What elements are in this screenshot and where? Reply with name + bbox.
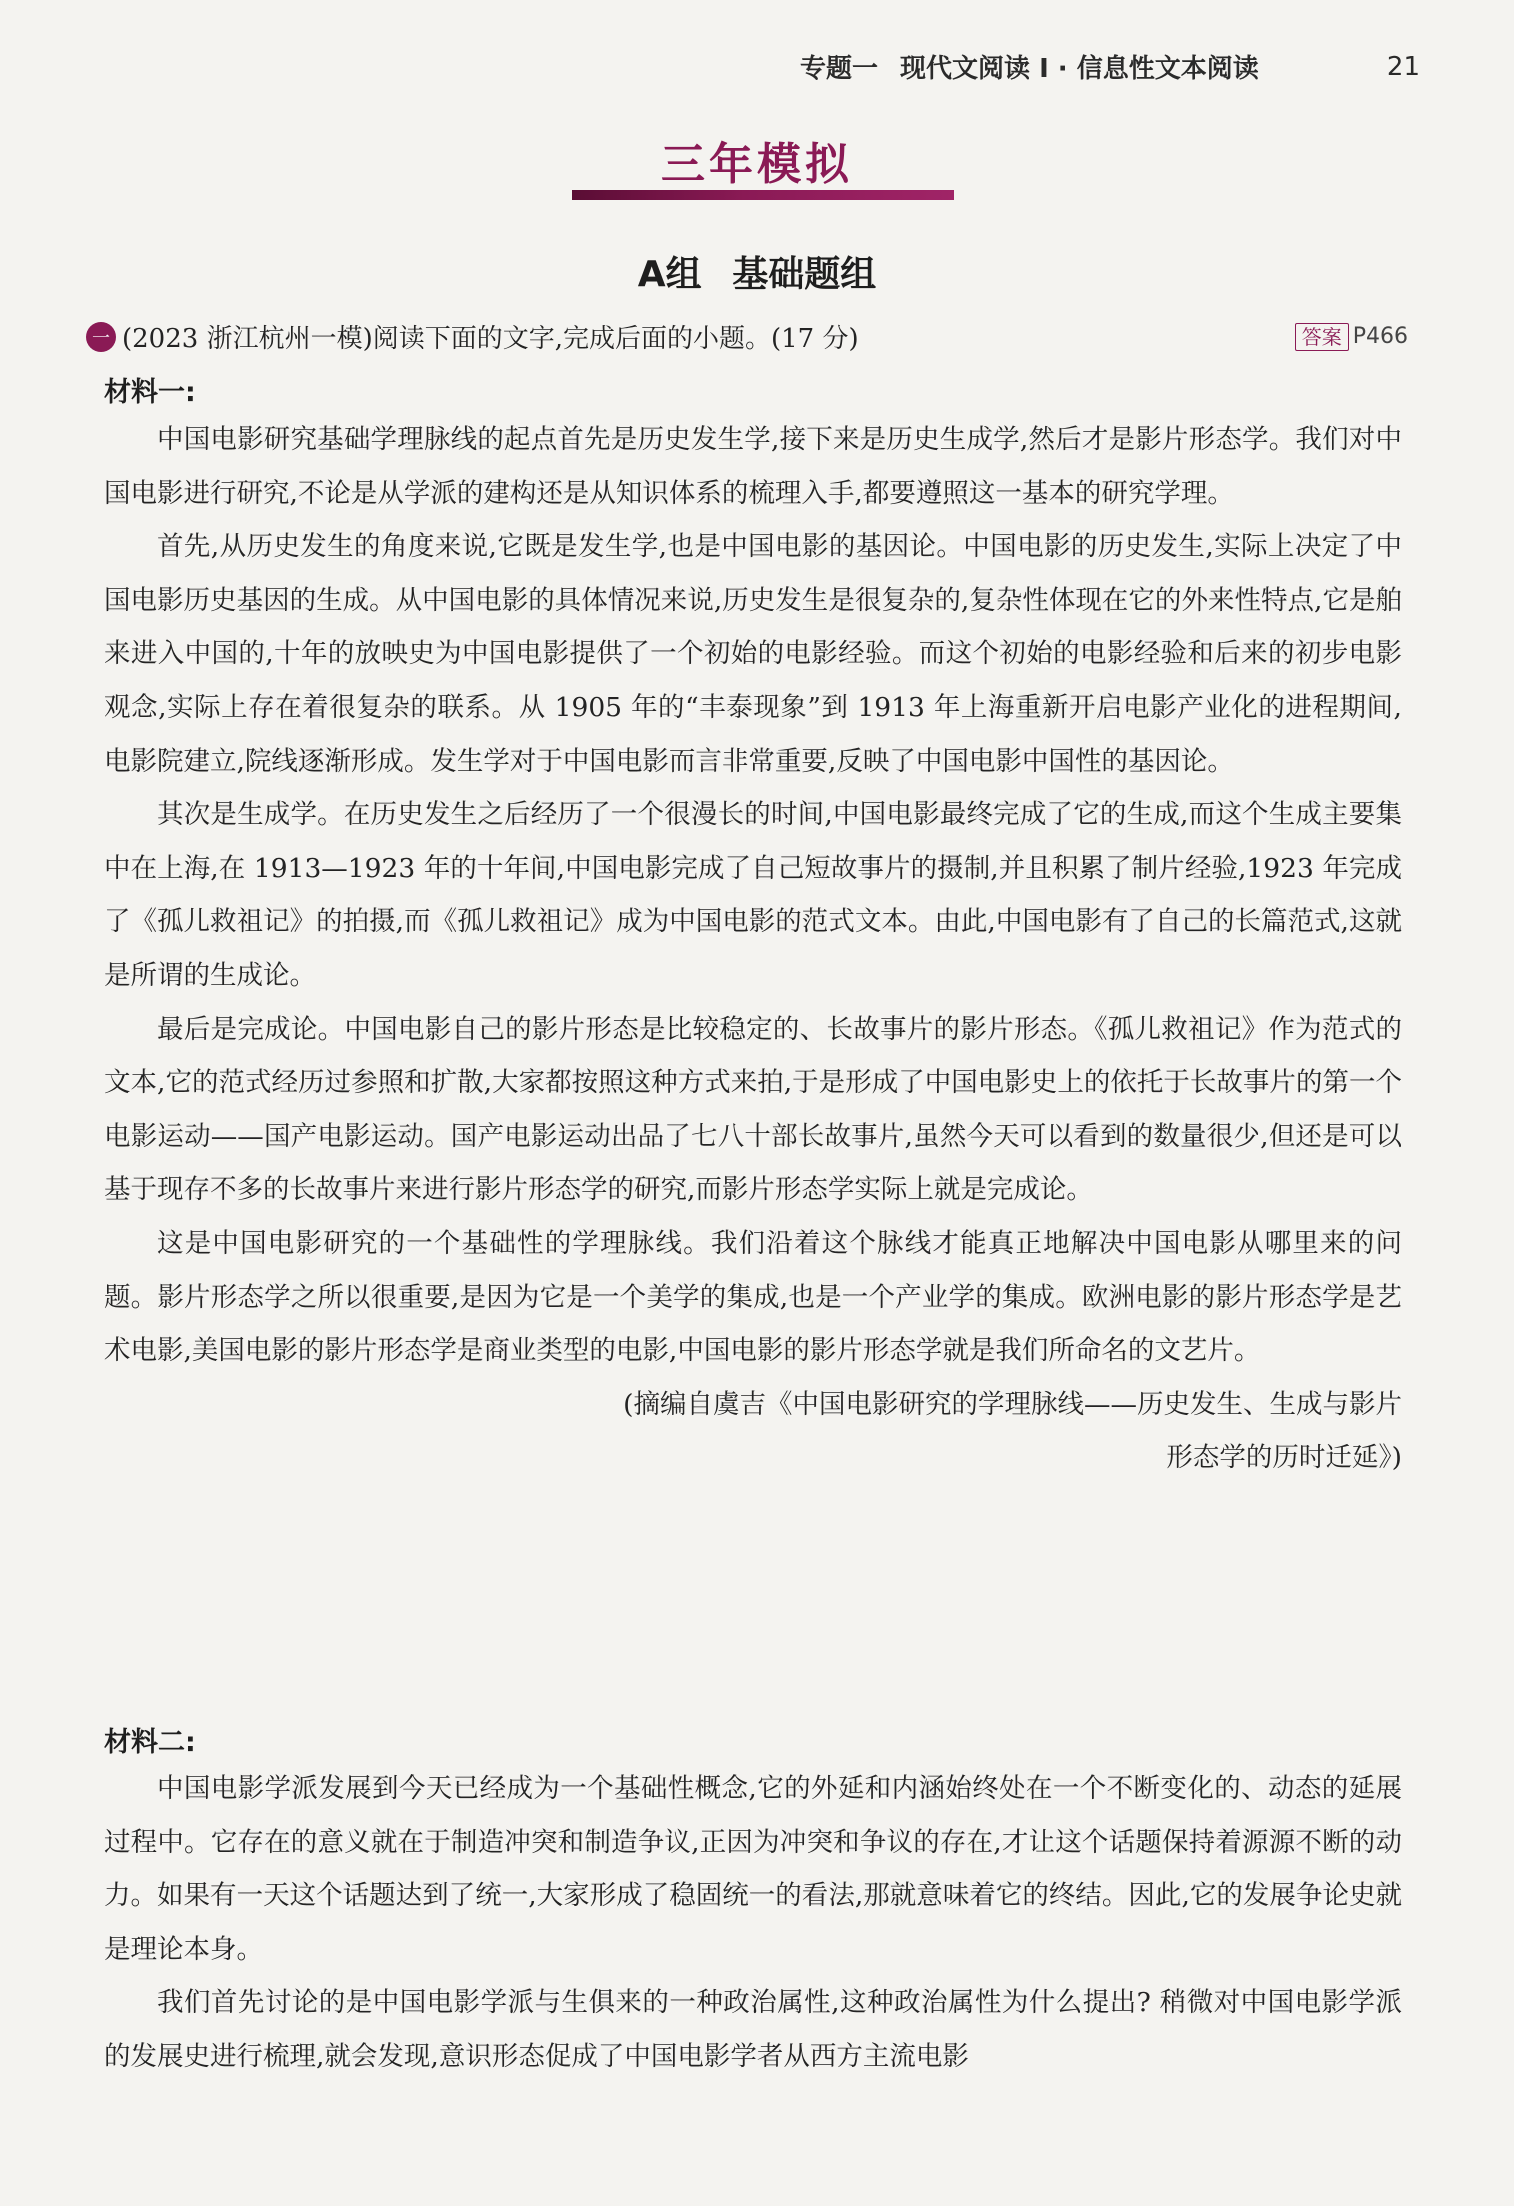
material-1-body xyxy=(104,413,1402,1485)
running-header xyxy=(800,48,1420,85)
page-number: 21 xyxy=(1386,51,1420,82)
material-2-label: 材料二: xyxy=(104,1727,196,1758)
section-banner xyxy=(0,128,1514,192)
source-line: 形态学的历时迁延》) xyxy=(1166,1442,1402,1474)
paragraph: 我们首先讨论的是中国电影学派与生俱来的一种政治属性,这种政治属性为什么提出? 稍微对中国电影学派的发展史进行梳理,就会发现,意识形态促成了中国电影学者从西方主流电影 xyxy=(104,1987,1402,2072)
answer-label: 答案 xyxy=(1295,323,1349,351)
answer-page: P466 xyxy=(1352,324,1408,349)
question-number-badge: 一 xyxy=(86,322,116,352)
header-section: 专题一 xyxy=(800,54,879,84)
paragraph: 其次是生成学。在历史发生之后经历了一个很漫长的时间,中国电影最终完成了它的生成,而这个生成主要集中在上海,在 1913—1923 年的十年间,中国电影完成了自己短故事片的摄制,并且积累了制片经验,1923 年完成了《孤儿救祖记》的拍摄,而《孤儿救祖记》成为中国电影的范式文本。由此,中国电影有了自己的长篇范式,这就是所谓的生成论。 xyxy=(104,799,1402,991)
paragraph: 中国电影研究基础学理脉线的起点首先是历史发生学,接下来是历史生成学,然后才是影片形态学。我们对中国电影进行研究,不论是从学派的建构还是从知识体系的梳理入手,都要遵照这一基本的研究学理。 xyxy=(104,424,1402,509)
answer-reference[interactable] xyxy=(1295,323,1408,351)
source-citation xyxy=(104,1378,1402,1485)
material-2-body xyxy=(104,1762,1402,2084)
paragraph: 首先,从历史发生的角度来说,它既是发生学,也是中国电影的基因论。中国电影的历史发生,实际上决定了中国电影历史基因的生成。从中国电影的具体情况来说,历史发生是很复杂的,复杂性体现在它的外来性特点,它是舶来进入中国的,十年的放映史为中国电影提供了一个初始的电影经验。而这个初始的电影经验和后来的初步电影观念,实际上存在着很复杂的联系。从 1905 年的“丰泰现象”到 1913 年上海重新开启电影产业化的进程期间,电影院建立,院线逐渐形成。发生学对于中国电影而言非常重要,反映了中国电影中国性的基因论。 xyxy=(104,531,1402,777)
paragraph: 这是中国电影研究的一个基础性的学理脉线。我们沿着这个脉线才能真正地解决中国电影从哪里来的问题。影片形态学之所以很重要,是因为它是一个美学的集成,也是一个产业学的集成。欧洲电影的影片形态学是艺术电影,美国电影的影片形态学是商业类型的电影,中国电影的影片形态学就是我们所命名的文艺片。 xyxy=(104,1227,1402,1367)
banner-title: 三年模拟 xyxy=(661,139,853,190)
paragraph: 最后是完成论。中国电影自己的影片形态是比较稳定的、长故事片的影片形态。《孤儿救祖记》作为范式的文本,它的范式经历过参照和扩散,大家都按照这种方式来拍,于是形成了中国电影史上的依托于长故事片的第一个电影运动——国产电影运动。国产电影运动出品了七八十部长故事片,虽然今天可以看到的数量很少,但还是可以基于现存不多的长故事片来进行影片形态学的研究,而影片形态学实际上就是完成论。 xyxy=(104,1013,1402,1206)
header-subject: 现代文阅读 Ⅰ · 信息性文本阅读 xyxy=(900,54,1259,84)
question-header xyxy=(86,318,1408,355)
material-1-label: 材料一: xyxy=(104,377,196,408)
paragraph: 中国电影学派发展到今天已经成为一个基础性概念,它的外延和内涵始终处在一个不断变化的、动态的延展过程中。它存在的意义就在于制造冲突和制造争议,正因为冲突和争议的存在,才让这个话题保持着源源不断的动力。如果有一天这个话题达到了统一,大家形成了稳固统一的看法,那就意味着它的终结。因此,它的发展争论史就是理论本身。 xyxy=(104,1773,1402,1965)
source-line: (摘编自虞吉《中国电影研究的学理脉线——历史发生、生成与影片 xyxy=(623,1388,1402,1420)
banner-underline xyxy=(572,190,954,200)
question-instruction: (2023 浙江杭州一模)阅读下面的文字,完成后面的小题。(17 分) xyxy=(122,324,859,354)
group-title: A组 基础题组 xyxy=(637,254,877,295)
